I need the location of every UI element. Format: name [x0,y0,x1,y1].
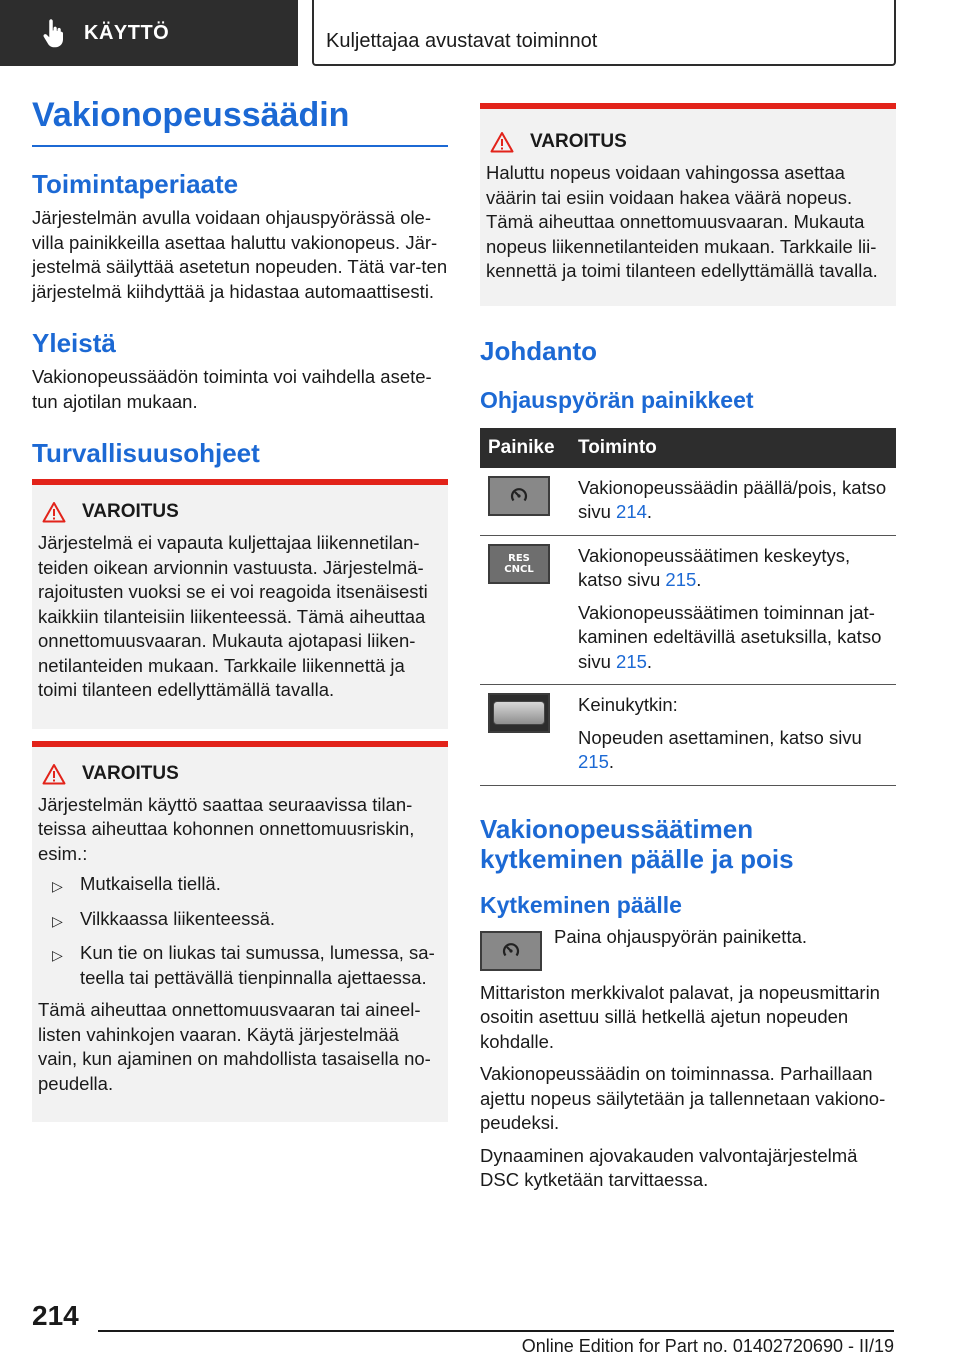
table-row [480,685,896,786]
bullet-triangle-icon: ▷ [52,878,63,894]
bullet-triangle-icon: ▷ [52,912,63,929]
res-cncl-icon: RES CNCL [488,544,550,584]
buttons-heading: Ohjauspyörän painikkeet [480,386,754,413]
general-text: Vakionopeussäädön toiminta voi vaihdella asete-tun ajotilan mukaan. [32,366,432,412]
switch-heading: Vakionopeussäätimen kytkeminen päälle ja pois [480,813,794,874]
principle-text: Järjestelmän avulla voidaan ohjauspyörässä ole-villa painikkeilla asettaa haluttu vakionopeus. Jär-jestelmä säilyttää asetetun nopeuden. Tätä var-ten järjestelmä kiihdyttää ja hidastaa automaattisesti. [32,207,448,302]
list-item: ▷ Vilkkaassa liikenteessä. [38,907,436,934]
list-item: ▷ Mutkaisella tiellä. [38,872,436,899]
chapter-title: Kuljettajaa avustavat toiminnot [326,30,598,52]
warning-label: VAROITUS [82,501,179,522]
bullet-triangle-icon: ▷ [52,947,63,963]
warning-triangle-icon [490,131,514,153]
warning-box [32,479,448,729]
warning-box [480,103,896,306]
general-heading: Yleistä [32,328,116,358]
left-column [32,96,448,1134]
warning-triangle-icon [42,763,66,785]
warning-label: VAROITUS [82,762,179,784]
cruise-control-icon [488,476,550,516]
intro-heading: Johdanto [480,335,597,366]
warning-outro: Tämä aiheuttaa onnettomuusvaaran tai aineel-listen vahinkojen vaaran. Käytä järjestelmää vain, kun ajaminen on mahdollista tasaisella no-peudella. [38,999,431,1094]
page-footer [0,1296,960,1362]
section-tab[interactable] [0,0,298,66]
column-header-button: Painike [480,428,570,468]
table-header-row [480,428,896,468]
page-link[interactable]: 215 [616,650,647,672]
right-column [480,103,896,1201]
warning-triangle-icon [42,501,66,523]
page-link[interactable]: 215 [578,751,609,772]
principle-heading: Toimintaperiaate [32,169,239,199]
function-text: Nopeuden asettaminen, katso sivu 215. [578,726,862,772]
page-link[interactable]: 215 [665,569,697,590]
switch-on-paragraph: Dynaaminen ajovakauden valvontajärjestelmä DSC kytketään tarvittaessa. [480,1144,858,1190]
switch-on-paragraph: Mittariston merkkivalot palavat, ja nopeusmittarin osoitin asettuu sillä hetkellä ajetun nopeuden kohdalle. [480,981,880,1052]
edition-text: Online Edition for Part no. 01402720690 - II/19 [521,1336,894,1356]
warning-intro: Järjestelmän käyttö saattaa seuraavissa tilan-teissa aiheuttaa kohonnen onnettomuusriskin, esim.: [38,793,415,864]
warning-text: Järjestelmä ei vapauta kuljettajaa liikennetilan-teiden oikean arvionnin vastuusta. Järjestelmä-rajoitusten vuoksi se ei voi reagoida itsenäisesti kaikkiin tilanteisiin liikenteessä. Tämä aiheuttaa onnettomuusvaaran. Mukauta ajotapasi liiken-netilanteiden mukaan. Tarkkaile liikennettä ja toimi tilanteen edellyttämällä tavalla. [38,532,428,700]
column-header-function: Toiminto [570,428,896,468]
hand-pointer-icon [38,18,68,48]
rocker-switch-icon [488,693,550,733]
footer-divider [98,1330,894,1332]
switch-on-heading: Kytkeminen päälle [480,891,682,918]
function-text: Vakionopeussäätimen keskeytys, katso sivu 215. [578,544,851,590]
function-text: Keinukytkin: [578,694,678,715]
warning-box [32,741,448,1123]
switch-on-instruction: Paina ohjauspyörän painiketta. [554,925,808,947]
buttons-table [480,428,896,786]
list-item: ▷ Kun tie on liukas tai sumussa, lumessa, sa-teella tai pettävällä tienpinnalla ajettaessa. [38,941,436,990]
safety-heading: Turvallisuusohjeet [32,438,260,468]
chapter-tab[interactable] [312,0,896,66]
cruise-control-icon [480,931,542,971]
warning-label: VAROITUS [530,131,627,152]
page-header [0,0,960,66]
switch-on-paragraph: Vakionopeussäädin on toiminnassa. Parhaillaan ajettu nopeus säilytetään ja tallennetaan vakiono-peudeksi. [480,1063,886,1133]
function-text: Vakionopeussäätimen toiminnan jat-kaminen edeltävillä asetuksilla, katso sivu 215. [578,601,882,672]
function-text: Vakionopeussäädin päällä/pois, katso sivu 214. [578,476,887,522]
switch-on-instruction-row [480,925,896,971]
page-link[interactable]: 214 [616,501,647,522]
page-title: Vakionopeussäädin [32,96,448,147]
section-title: KÄYTTÖ [84,21,170,44]
warning-bullet-list [38,872,436,990]
warning-text: Haluttu nopeus voidaan vahingossa asettaa väärin tai esiin voidaan hakea väärä nopeus. Tämä aiheuttaa onnettomuusvaaran. Mukauta nopeus liikennetilanteiden mukaan. Tarkkaile lii-kennettä ja toimi tilanteen edellyttämällä tavalla. [486,162,878,281]
page-number: 214 [32,1300,79,1331]
table-row [480,468,896,536]
table-row [480,535,896,685]
